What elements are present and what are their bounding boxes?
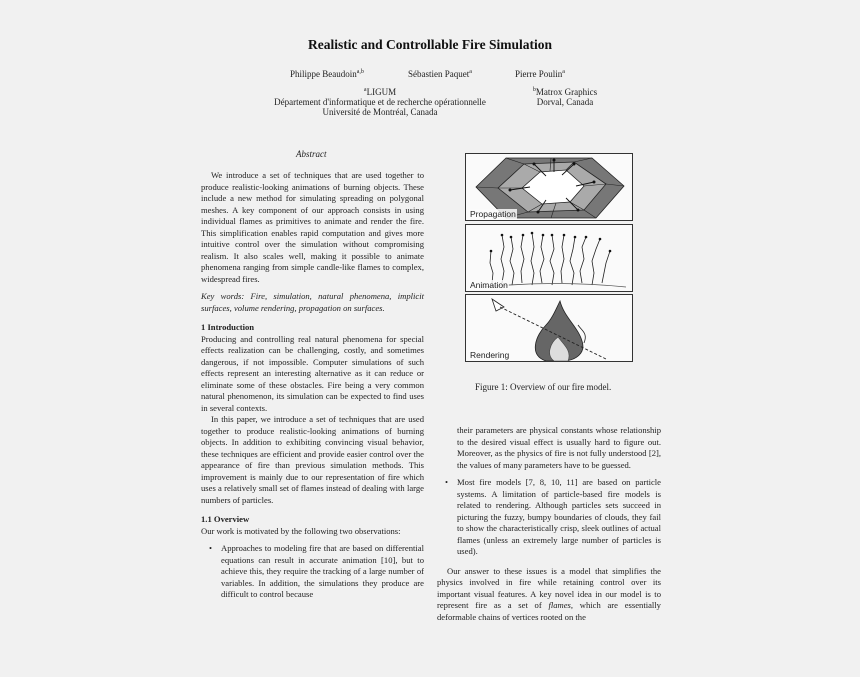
- bullet-item-1-continued: their parameters are physical constants whose relationship to the desired visual effect is usually hard to figure out. Moreover, as the physics of fire is not fully understood [2], the values of many parameters have to be guessed.: [457, 425, 661, 470]
- keywords: Key words: Fire, simulation, natural phenomena, implicit surfaces, volume rendering, propagation on surfaces.: [201, 291, 424, 313]
- answer-paragraph: Our answer to these issues is a model that simplifies the physics involved in fire while retaining control over its important visual features. A key novel idea in our model is to represent fire as a set of flames, which are essentially deformable chains of vertices rooted on the: [437, 565, 661, 622]
- author-1: Philippe Beaudoin$^{a,b}$: [290, 69, 364, 79]
- panel-label-propagation: Propagation: [470, 209, 516, 219]
- figure-panel-propagation: [465, 153, 633, 221]
- panel-label-animation: Animation: [470, 280, 508, 290]
- bullet-item-2: • Most fire models [7, 8, 10, 11] are based on particle systems. A limitation of particle-based fire models is related to rendering. Although particles sets succeed in picturing the fuzzy, bumpy boundaries of clouds, they fail to show the characteristically crisp, sleek outlines of actual flames (unless an extremely large number of particles is used).: [437, 477, 661, 558]
- affiliation-b: $^b$Matrox Graphics Dorval, Canada: [532, 87, 598, 107]
- figure-panel-animation: [465, 224, 633, 292]
- author-3: Pierre Poulin$^a$: [515, 69, 565, 79]
- intro-paragraph-1: Producing and controlling real natural phenomena for special effects realization can be challenging, costly, and sometimes dangerous, if not impossible. Computer simulations of such effects represent an interesting alternative as it can reduce or eliminate some of these obstacles. Fire being a very common natural phenomenon, its simulation can be expected to find uses in several contexts.: [201, 333, 424, 413]
- author-2: Sébastien Paquet$^a$: [408, 69, 472, 79]
- figure-panel-rendering: [465, 294, 633, 362]
- intro-paragraph-2: In this paper, we introduce a set of techniques that are used together to produce realistic-looking animations of burning objects. In addition to exhibiting convincing visual behavior, these techniques are efficient and provide easier control over the appearance of fire than previous simulation methods. This improvement is mainly due to our representation of fire which uses a relatively small set of flames instead of dealing with large numbers of particles.: [201, 414, 424, 505]
- abstract-heading: Abstract: [296, 149, 327, 159]
- right-column: [437, 425, 661, 623]
- figure-caption: Figure 1: Overview of our fire model.: [475, 382, 612, 392]
- panel-label-rendering: Rendering: [470, 350, 510, 360]
- affiliation-a: $^a$LIGUM Département d'informatique et de recherche opérationnelle Université de Montréal, Canada: [274, 87, 486, 117]
- subsection-heading-overview: 1.1 Overview: [201, 514, 250, 524]
- left-column: [201, 170, 424, 601]
- overview-paragraph: Our work is motivated by the following two observations:: [201, 525, 401, 536]
- section-heading-introduction: 1 Introduction: [201, 322, 255, 332]
- bullet-item-1: • Approaches to modeling fire that are based on differential equations can result in accurate animation [10], but to achieve this, they require the tracking of a large number of variables. In addition, the simulations they produce are difficult to control because: [201, 543, 424, 601]
- abstract-text: We introduce a set of techniques that are used together to produce realistic-looking animations of burning objects. These include a new method for simulating spreading on polygonal meshes. A key component of our approach consists in using individual flames as primitives to animate and render the fire. This simplification enables rapid computation and gives more intuitive control over the simulation without compromising realism. It also scales well, making it possible to animate phenomena ranging from simple candle-like flames to complex, widespread fires.: [201, 170, 424, 284]
- paper-title: Realistic and Controllable Fire Simulation: [307, 37, 552, 52]
